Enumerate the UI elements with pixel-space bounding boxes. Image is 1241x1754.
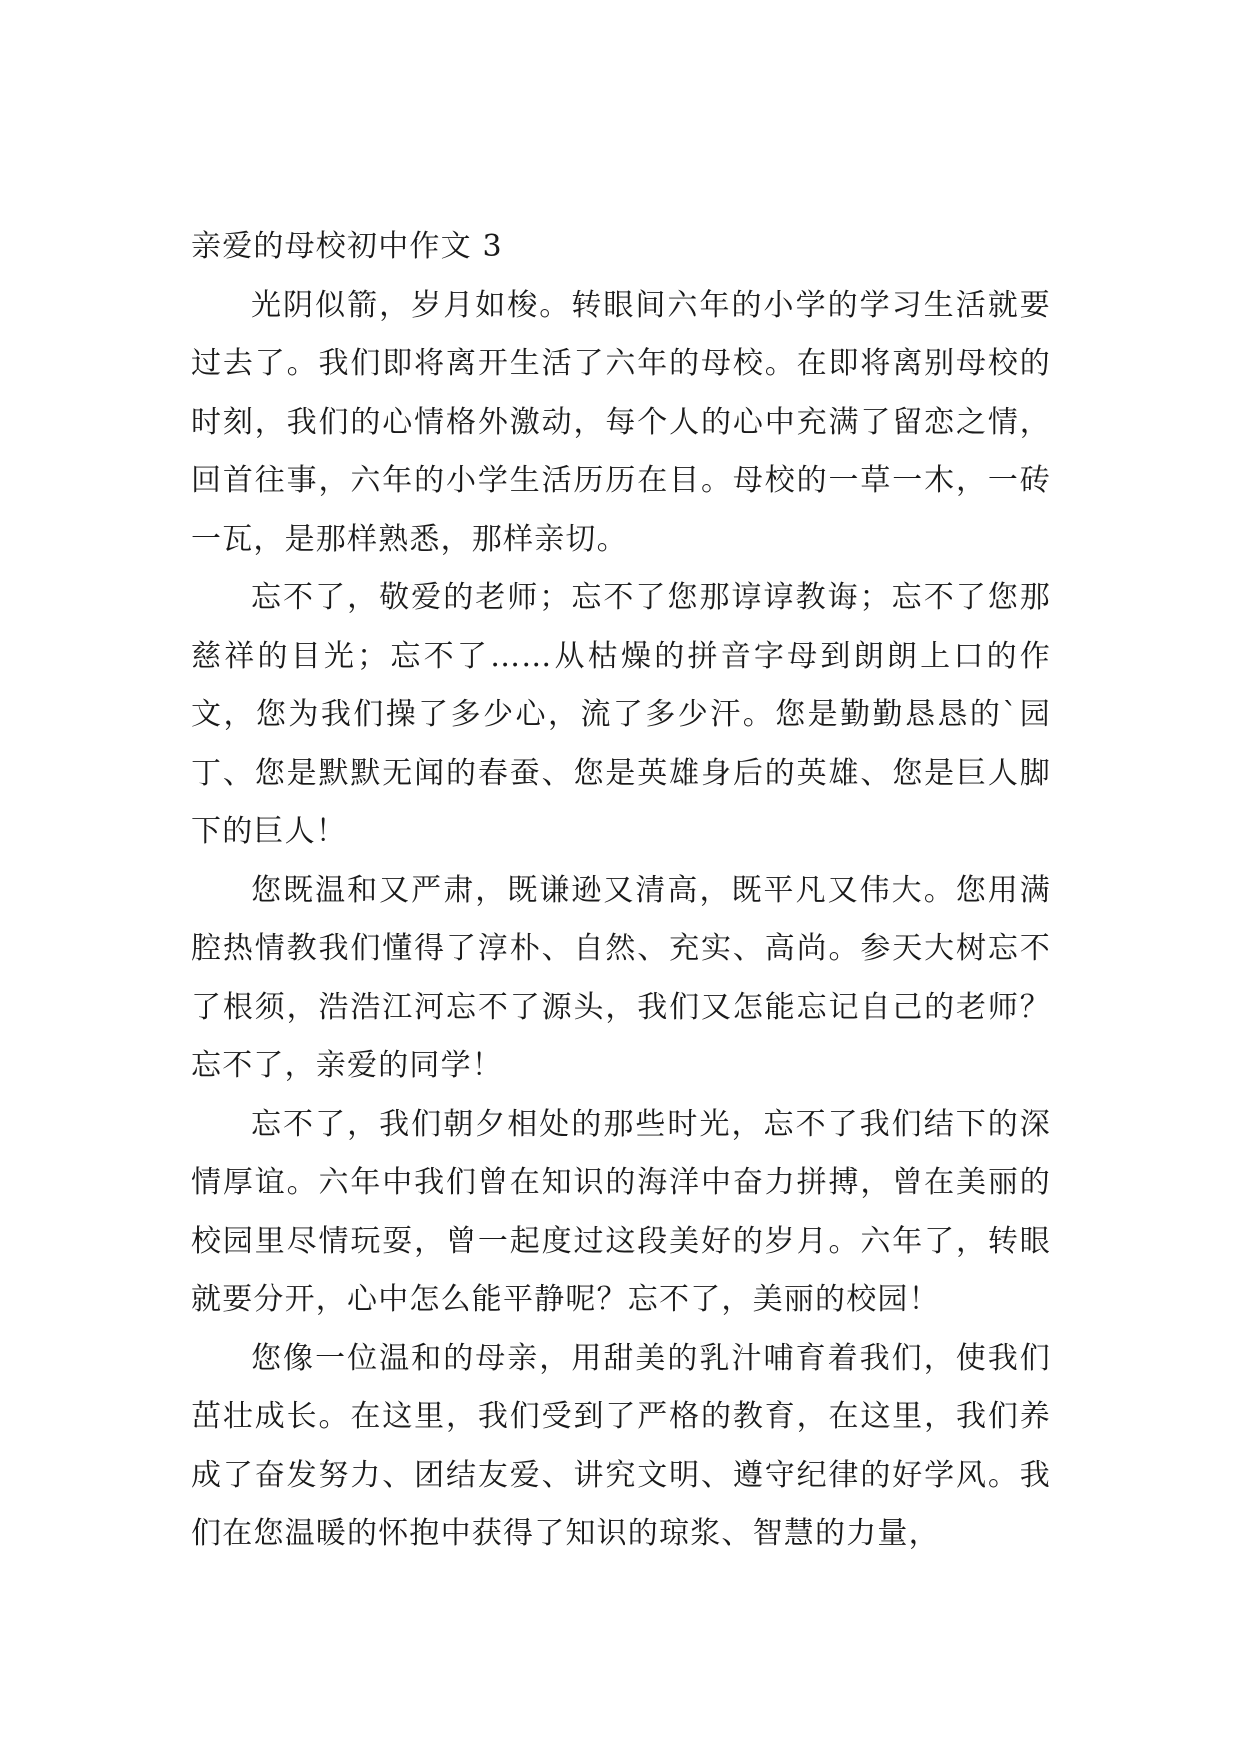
paragraph: 忘不了，敬爱的老师；忘不了您那谆谆教诲；忘不了您那慈祥的目光；忘不了……从枯燥的拼音字母到朗朗上口的作文，您为我们操了多少心，流了多少汗。您是勤勤恳恳的`园丁、您是默默无闻的春蚕、您是英雄身后的英雄、您是巨人脚下的巨人！: [191, 580, 1051, 849]
paragraph: 光阴似箭，岁月如梭。转眼间六年的小学的学习生活就要过去了。我们即将离开生活了六年的母校。在即将离别母校的时刻，我们的心情格外激动，每个人的心中充满了留恋之情，回首往事，六年的小学生活历历在目。母校的一草一木，一砖一瓦，是那样熟悉，那样亲切。: [191, 287, 1051, 557]
document-title: 亲爱的母校初中作文 3: [191, 229, 503, 264]
paragraph: 您像一位温和的母亲，用甜美的乳汁哺育着我们，使我们茁壮成长。在这里，我们受到了严格的教育，在这里，我们养成了奋发努力、团结友爱、讲究文明、遵守纪律的好学风。我们在您温暖的怀抱中获得了知识的琼浆、智慧的力量，: [191, 1340, 1051, 1551]
document-body: [191, 218, 1051, 1564]
paragraph: 忘不了，我们朝夕相处的那些时光，忘不了我们结下的深情厚谊。六年中我们曾在知识的海洋中奋力拼搏，曾在美丽的校园里尽情玩耍，曾一起度过这段美好的岁月。六年了，转眼就要分开，心中怎么能平静呢？忘不了，美丽的校园！: [191, 1106, 1051, 1317]
paragraph: 您既温和又严肃，既谦逊又清高，既平凡又伟大。您用满腔热情教我们懂得了淳朴、自然、充实、高尚。参天大树忘不了根须，浩浩江河忘不了源头，我们又怎能忘记自己的老师？忘不了，亲爱的同学！: [191, 872, 1051, 1083]
